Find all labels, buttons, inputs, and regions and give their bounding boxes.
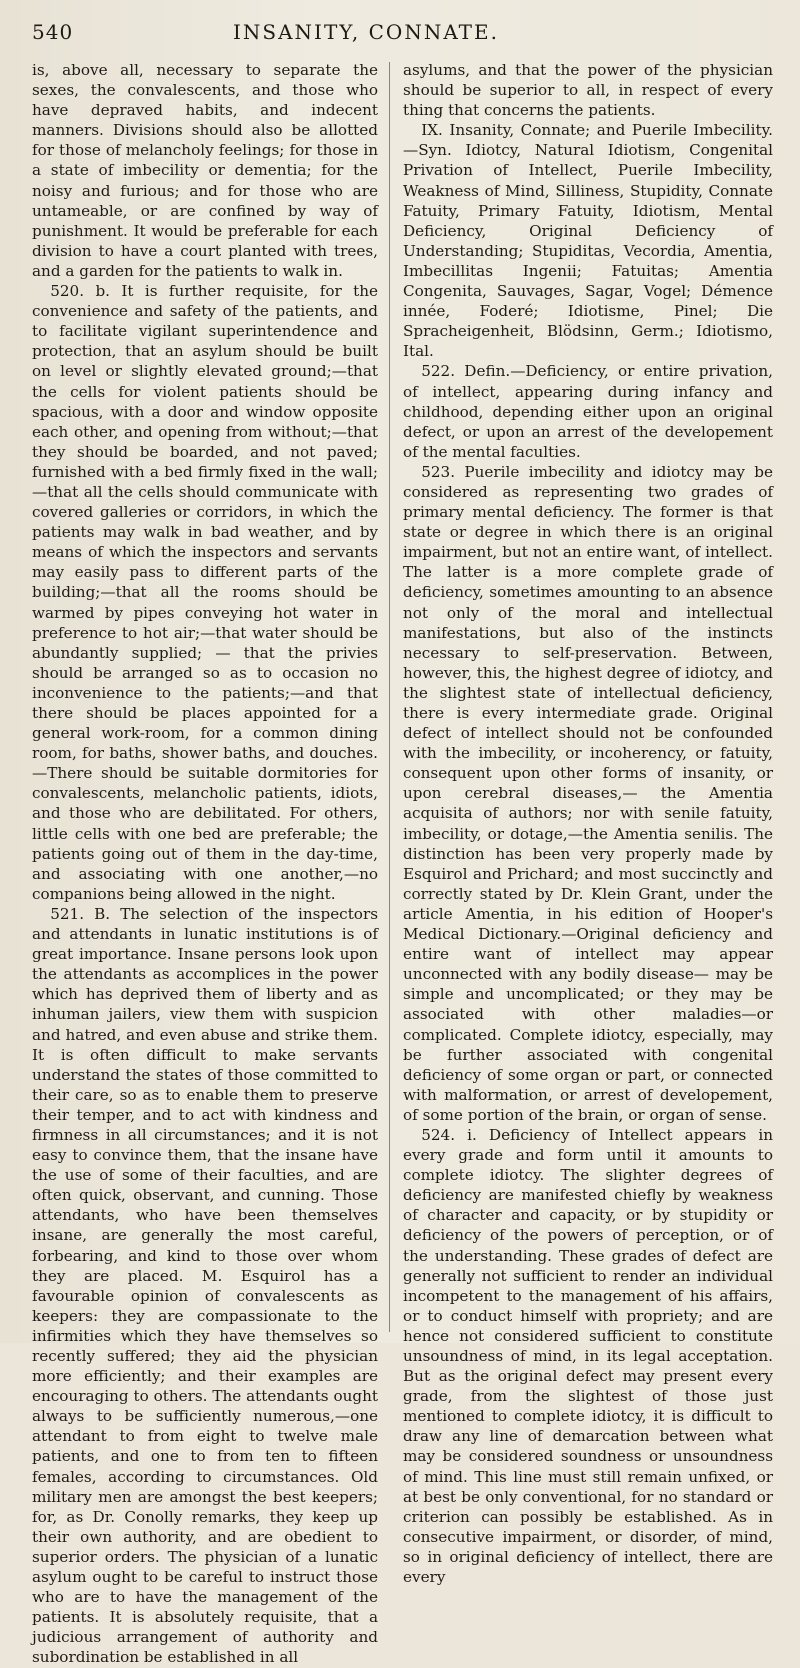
- paragraph: 520. b. It is further requisite, for the convenience and safety of the patients, and to facilitate vigilant superintendence and protection, that an asylum should be built on level or slightly elevated ground;—that the cells for violent patients should be spacious, with a door and window opposite each other, and opening from without;—that they should be boarded, and not paved; furnished with a bed firmly fixed in the wall;—that all the cells should communicate with covered galleries or corridors, in which the patients may walk in bad weather, and by means of which the inspectors and servants may easily pass to different parts of the building;—that all the rooms should be warmed by pipes conveying hot water in preference to hot air;—that water should be abundantly supplied; — that the privies should be arranged so as to occasion no inconvenience to the patients;—and that there should be places appointed for a general work-room, for a common dining room, for baths, shower baths, and douches.—There should be suitable dormitories for convalescents, melancholic patients, idiots, and those who are debilitated. For others, little cells with one bed are preferable; the patients going out of them in the day-time, and associating with one another,—no companions being allowed in the night.: [32, 282, 378, 903]
- page-number: 540: [32, 20, 74, 44]
- left-column: [32, 60, 378, 1668]
- paragraph: asylums, and that the power of the physician should be superior to all, in respect of every thing that concerns the patients.: [403, 61, 773, 120]
- paragraph: is, above all, necessary to separate the sexes, the convalescents, and those who have depraved habits, and indecent manners. Divisions should also be allotted for those of melancholy feelings; for those in a state of imbecility or dementia; for the noisy and furious; and for those who are untameable, or are confined by way of punishment. It would be preferable for each division to have a court planted with trees, and a garden for the patients to walk in.: [32, 61, 378, 280]
- paragraph: 524. i. Deficiency of Intellect appears in every grade and form until it amounts to complete idiotcy. The slighter degrees of deficiency are manifested chiefly by weakness of character and capacity, or by stupidity or deficiency of the powers of perception, or of the understanding. These grades of defect are generally not sufficient to render an individual incompetent to the management of his affairs, or to conduct himself with propriety; and are hence not considered sufficient to constitute unsoundness of mind, in its legal acceptation. But as the original defect may present every grade, from the slightest of those just mentioned to complete idiotcy, it is difficult to draw any line of demarcation between what may be considered soundness or unsoundness of mind. This line must still remain unfixed, or at best be only conventional, for no standard or criterion can possibly be established. As in consecutive impairment, or disorder, of mind, so in original deficiency of intellect, there are every: [403, 1125, 773, 1587]
- paragraph: 523. Puerile imbecility and idiotcy may be considered as representing two grades of primary mental deficiency. The former is that state or degree in which there is an original impairment, but not an entire want, of intellect. The latter is a more complete grade of deficiency, sometimes amounting to an absence not only of the moral and intellectual manifestations, but also of the instincts necessary to self-preservation. Between, however, this, the highest degree of idiotcy, and the slightest state of intellectual deficiency, there is every intermediate grade. Original defect of intellect should not be confounded with the imbecility, or incoherency, or fatuity, consequent upon other forms of insanity, or upon cerebral diseases,— the Amentia acquisita of authors; nor with senile fatuity, imbecility, or dotage,—the Amentia senilis. The distinction has been very properly made by Esquirol and Prichard; and most succinctly and correctly stated by Dr. Klein Grant, under the article Amentia, in his edition of Hooper's Medical Dictionary.—Original deficiency and entire want of intellect may appear unconnected with any bodily disease— may be simple and uncomplicated; or they may be associated with other maladies—or complicated. Complete idiotcy, especially, may be further associated with congenital deficiency of some organ or part, or connected with malformation, or arrest of developement, of some portion of the brain, or organ of sense.: [403, 462, 773, 1124]
- paragraph: 522. Defin.—Deficiency, or entire privation, of intellect, appearing during infancy and childhood, depending either upon an original defect, or upon an arrest of the developement of the mental faculties.: [403, 362, 773, 461]
- column-divider: [389, 62, 390, 1332]
- running-title: INSANITY, CONNATE.: [233, 20, 499, 44]
- section-heading-paragraph: IX. Insanity, Connate; and Puerile Imbecility.—Syn. Idiotcy, Natural Idiotism, Congenital Privation of Intellect, Puerile Imbecility, Weakness of Mind, Silliness, Stupidity, Connate Fatuity, Primary Fatuity, Idiotism, Mental Deficiency, Original Deficiency of Understanding; Stupiditas, Vecordia, Amentia, Imbecillitas Ingenii; Fatuitas; Amentia Congenita, Sauvages, Sagar, Vogel; Démence innée, Foderé; Idiotisme, Pinel; Die Spracheigenheit, Blödsinn, Germ.; Idiotismo, Ital.: [403, 121, 773, 361]
- page-header: [32, 20, 786, 52]
- right-column: [403, 60, 773, 1587]
- paragraph: 521. B. The selection of the inspectors and attendants in lunatic institutions is of great importance. Insane persons look upon the attendants as accomplices in the power which has deprived them of liberty and as inhuman jailers, view them with suspicion and hatred, and even abuse and strike them. It is often difficult to make servants understand the states of those committed to their care, so as to enable them to preserve their temper, and to act with kindness and firmness in all circumstances; and it is not easy to convince them, that the insane have the use of some of their faculties, and are often quick, observant, and cunning. Those attendants, who have been themselves insane, are generally the most careful, forbearing, and kind to those over whom they are placed. M. Esquirol has a favourable opinion of convalescents as keepers: they are compassionate to the infirmities which they have themselves so recently suffered; they aid the physician more efficiently; and their examples are encouraging to others. The attendants ought always to be sufficiently numerous,—one attendant to from eight to twelve male patients, and one to from ten to fifteen females, according to circumstances. Old military men are amongst the best keepers; for, as Dr. Conolly remarks, they keep up their own authority, and are obedient to superior orders. The physician of a lunatic asylum ought to be careful to instruct those who are to have the management of the patients. It is absolutely requisite, that a judicious arrangement of authority and subordination be established in all: [32, 904, 378, 1667]
